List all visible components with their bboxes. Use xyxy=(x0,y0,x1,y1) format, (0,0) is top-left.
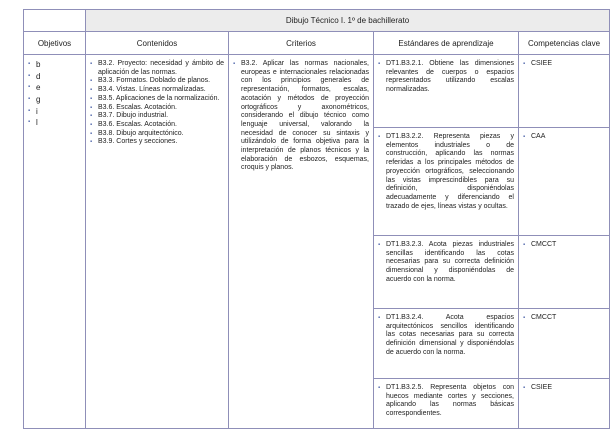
competencia-item: ▪ CMCCT xyxy=(523,241,605,250)
estandar-item: ▪ DT1.B3.2.2. Representa piezas y elementos industriales o de construcción, aplicando las normas referidas a los principales métodos de proyección ortográficos, seleccionando las vistas imprescindibles para su definición, disponiéndolas adecuadamente y diferenciando el trazado de ejes, líneas vistas y ocultas. xyxy=(378,133,514,211)
contenido-item: ▪ B3.8. Dibujo arquitectónico. xyxy=(90,130,224,139)
competencia-item: ▪ CSIEE xyxy=(523,384,605,393)
estandar-cell xyxy=(374,236,519,309)
table-title: Dibujo Técnico I. 1º de bachillerato xyxy=(86,10,610,32)
estandar-cell xyxy=(374,55,519,128)
objetivos-list xyxy=(24,55,85,134)
contenido-item: ▪ B3.3. Formatos. Doblado de planos. xyxy=(90,77,224,86)
estandar-item: ▪ DT1.B3.2.4. Acota espacios arquitectónicos sencillos identificando las cotas necesarias para su correcta definición dimensional y disponiéndolas de acuerdo con la norma. xyxy=(378,314,514,358)
objetivo-item: ▪ d xyxy=(28,72,81,82)
competencia-item: ▪ CAA xyxy=(523,133,605,142)
objetivo-item: ▪ e xyxy=(28,83,81,93)
estandar-cell xyxy=(374,309,519,379)
contenido-item: ▪ B3.7. Dibujo industrial. xyxy=(90,112,224,121)
contenido-item: ▪ B3.2. Proyecto: necesidad y ámbito de aplicación de las normas. xyxy=(90,60,224,77)
objetivos-cell xyxy=(24,55,86,429)
competencia-cell xyxy=(519,128,610,236)
competencia-item: ▪ CMCCT xyxy=(523,314,605,323)
estandar-item: ▪ DT1.B3.2.5. Representa objetos con huecos mediante cortes y secciones, aplicando las normas básicas correspondientes. xyxy=(378,384,514,419)
competencia-item: ▪ CSIEE xyxy=(523,60,605,69)
curriculum-table xyxy=(23,9,610,429)
contenido-item: ▪ B3.9. Cortes y secciones. xyxy=(90,138,224,147)
table-corner xyxy=(24,10,86,32)
objetivo-item: ▪ b xyxy=(28,60,81,70)
header-estandares: Estándares de aprendizaje xyxy=(374,32,519,55)
estandar-item: ▪ DT1.B3.2.3. Acota piezas industriales sencillas identificando las cotas necesarias para su correcta definición dimensional y disponiéndolas de acuerdo con la norma. xyxy=(378,241,514,285)
contenido-item: ▪ B3.5. Aplicaciones de la normalización. xyxy=(90,95,224,104)
objetivo-item: ▪ l xyxy=(28,118,81,128)
header-competencias: Competencias clave xyxy=(519,32,610,55)
criterio-item: ▪ B3.2. Aplicar las normas nacionales, europeas e internacionales relacionadas con los principios generales de representación, formatos, escalas, acotación y métodos de proyección ortográficos y axonométricos, considerando el dibujo técnico como lenguaje universal, valorando la necesidad de conocer su sintaxis y utilizándolo de forma objetiva para la interpretación de planos técnicos y la elaboración de esbozos, esquemas, croquis y planos. xyxy=(233,60,369,173)
competencia-cell xyxy=(519,55,610,128)
estandar-cell xyxy=(374,128,519,236)
header-criterios: Criterios xyxy=(229,32,374,55)
header-objetivos: Objetivos xyxy=(24,32,86,55)
objetivo-item: ▪ i xyxy=(28,107,81,117)
contenido-item: ▪ B3.6. Escalas. Acotación. xyxy=(90,104,224,113)
contenido-item: ▪ B3.6. Escalas. Acotación. xyxy=(90,121,224,130)
contenidos-cell xyxy=(86,55,229,429)
contenido-item: ▪ B3.4. Vistas. Líneas normalizadas. xyxy=(90,86,224,95)
estandar-cell xyxy=(374,379,519,429)
competencia-cell xyxy=(519,379,610,429)
competencia-cell xyxy=(519,236,610,309)
criterios-cell xyxy=(229,55,374,429)
criterios-list xyxy=(229,55,373,177)
estandar-item: ▪ DT1.B3.2.1. Obtiene las dimensiones relevantes de cuerpos o espacios representados utilizando escalas normalizadas. xyxy=(378,60,514,95)
objetivo-item: ▪ g xyxy=(28,95,81,105)
contenidos-list xyxy=(86,55,228,151)
header-contenidos: Contenidos xyxy=(86,32,229,55)
competencia-cell xyxy=(519,309,610,379)
